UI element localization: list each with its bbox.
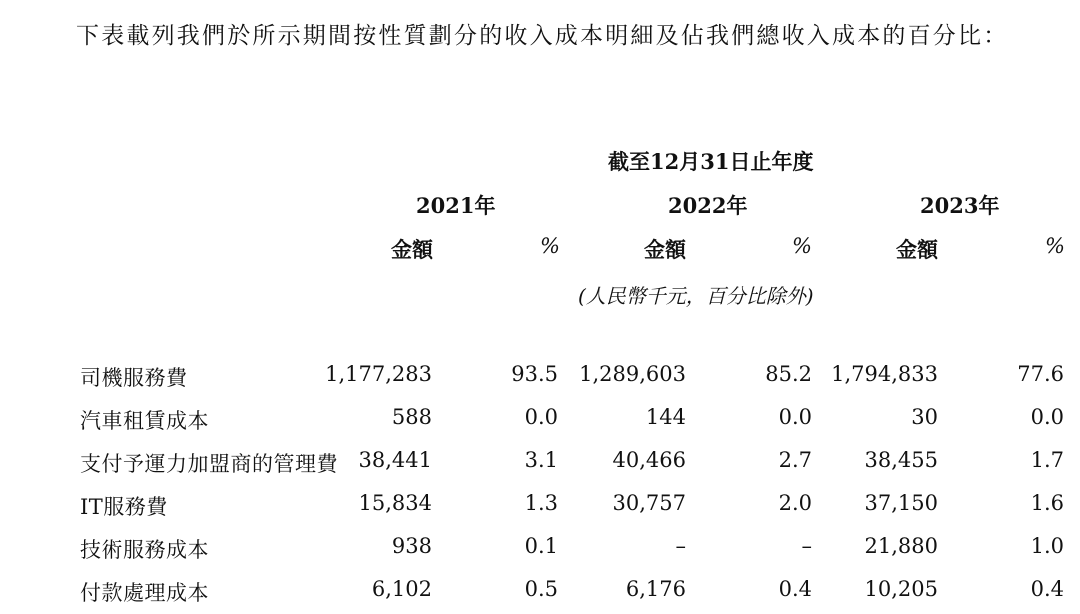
cell-amount-2022: 1,289,603 bbox=[579, 362, 686, 386]
cell-pct-2023: 1.6 bbox=[1030, 491, 1064, 515]
row-label: 汽車租賃成本 bbox=[80, 409, 209, 433]
amount-header-2021: 金額 bbox=[391, 237, 433, 262]
cell-pct-2023: 0.0 bbox=[1030, 405, 1064, 429]
cell-amount-2021: 38,441 bbox=[358, 448, 432, 472]
amount-header-2022: 金額 bbox=[644, 237, 686, 262]
cell-pct-2021: 0.5 bbox=[524, 577, 558, 601]
row-label: 付款處理成本 bbox=[80, 581, 209, 605]
cell-pct-2023: 77.6 bbox=[1017, 362, 1064, 386]
pct-header-2021: % bbox=[540, 234, 560, 258]
cell-amount-2023: 10,205 bbox=[864, 577, 938, 601]
cell-pct-2021: 0.1 bbox=[524, 534, 558, 558]
period-header: 截至12月31日止年度 bbox=[608, 149, 814, 174]
cell-pct-2023: 0.4 bbox=[1030, 577, 1064, 601]
cell-amount-2022: 6,176 bbox=[625, 577, 686, 601]
year-header-2022: 2022年 bbox=[668, 193, 748, 218]
pct-header-2023: % bbox=[1045, 234, 1065, 258]
cell-pct-2021: 93.5 bbox=[511, 362, 558, 386]
year-header-2021: 2021年 bbox=[416, 193, 496, 218]
cell-pct-2023: 1.0 bbox=[1030, 534, 1064, 558]
cell-amount-2023: 1,794,833 bbox=[831, 362, 938, 386]
cell-amount-2021: 588 bbox=[391, 405, 432, 429]
unit-note: (人民幣千元，百分比除外) bbox=[578, 284, 814, 308]
cell-amount-2023: 30 bbox=[911, 405, 938, 429]
row-label: 技術服務成本 bbox=[80, 538, 209, 562]
cell-amount-2022: 30,757 bbox=[612, 491, 686, 515]
row-label: 司機服務費 bbox=[80, 366, 188, 390]
year-header-2023: 2023年 bbox=[920, 193, 1000, 218]
cell-pct-2022: 2.0 bbox=[778, 491, 812, 515]
cell-pct-2021: 1.3 bbox=[524, 491, 558, 515]
cell-amount-2023: 21,880 bbox=[864, 534, 938, 558]
cell-pct-2021: 0.0 bbox=[524, 405, 558, 429]
cell-amount-2022: 144 bbox=[645, 405, 686, 429]
cell-pct-2022: 0.0 bbox=[778, 405, 812, 429]
cell-amount-2021: 1,177,283 bbox=[325, 362, 432, 386]
pct-header-2022: % bbox=[792, 234, 812, 258]
row-label: 支付予運力加盟商的管理費 bbox=[80, 452, 338, 476]
amount-header-2023: 金額 bbox=[896, 237, 938, 262]
cell-pct-2022: 85.2 bbox=[765, 362, 812, 386]
cell-pct-2022: 0.4 bbox=[778, 577, 812, 601]
cell-amount-2022: – bbox=[675, 534, 686, 558]
cell-pct-2022: – bbox=[801, 534, 812, 558]
cell-pct-2023: 1.7 bbox=[1030, 448, 1064, 472]
cell-amount-2022: 40,466 bbox=[612, 448, 686, 472]
row-label: IT服務費 bbox=[80, 495, 168, 519]
cell-amount-2021: 15,834 bbox=[358, 491, 432, 515]
cell-amount-2021: 6,102 bbox=[371, 577, 432, 601]
cell-amount-2023: 37,150 bbox=[864, 491, 938, 515]
cell-amount-2023: 38,455 bbox=[864, 448, 938, 472]
cell-amount-2021: 938 bbox=[391, 534, 432, 558]
cell-pct-2021: 3.1 bbox=[524, 448, 558, 472]
cell-pct-2022: 2.7 bbox=[778, 448, 812, 472]
intro-paragraph: 下表載列我們於所示期間按性質劃分的收入成本明細及佔我們總收入成本的百分比： bbox=[76, 23, 1009, 49]
